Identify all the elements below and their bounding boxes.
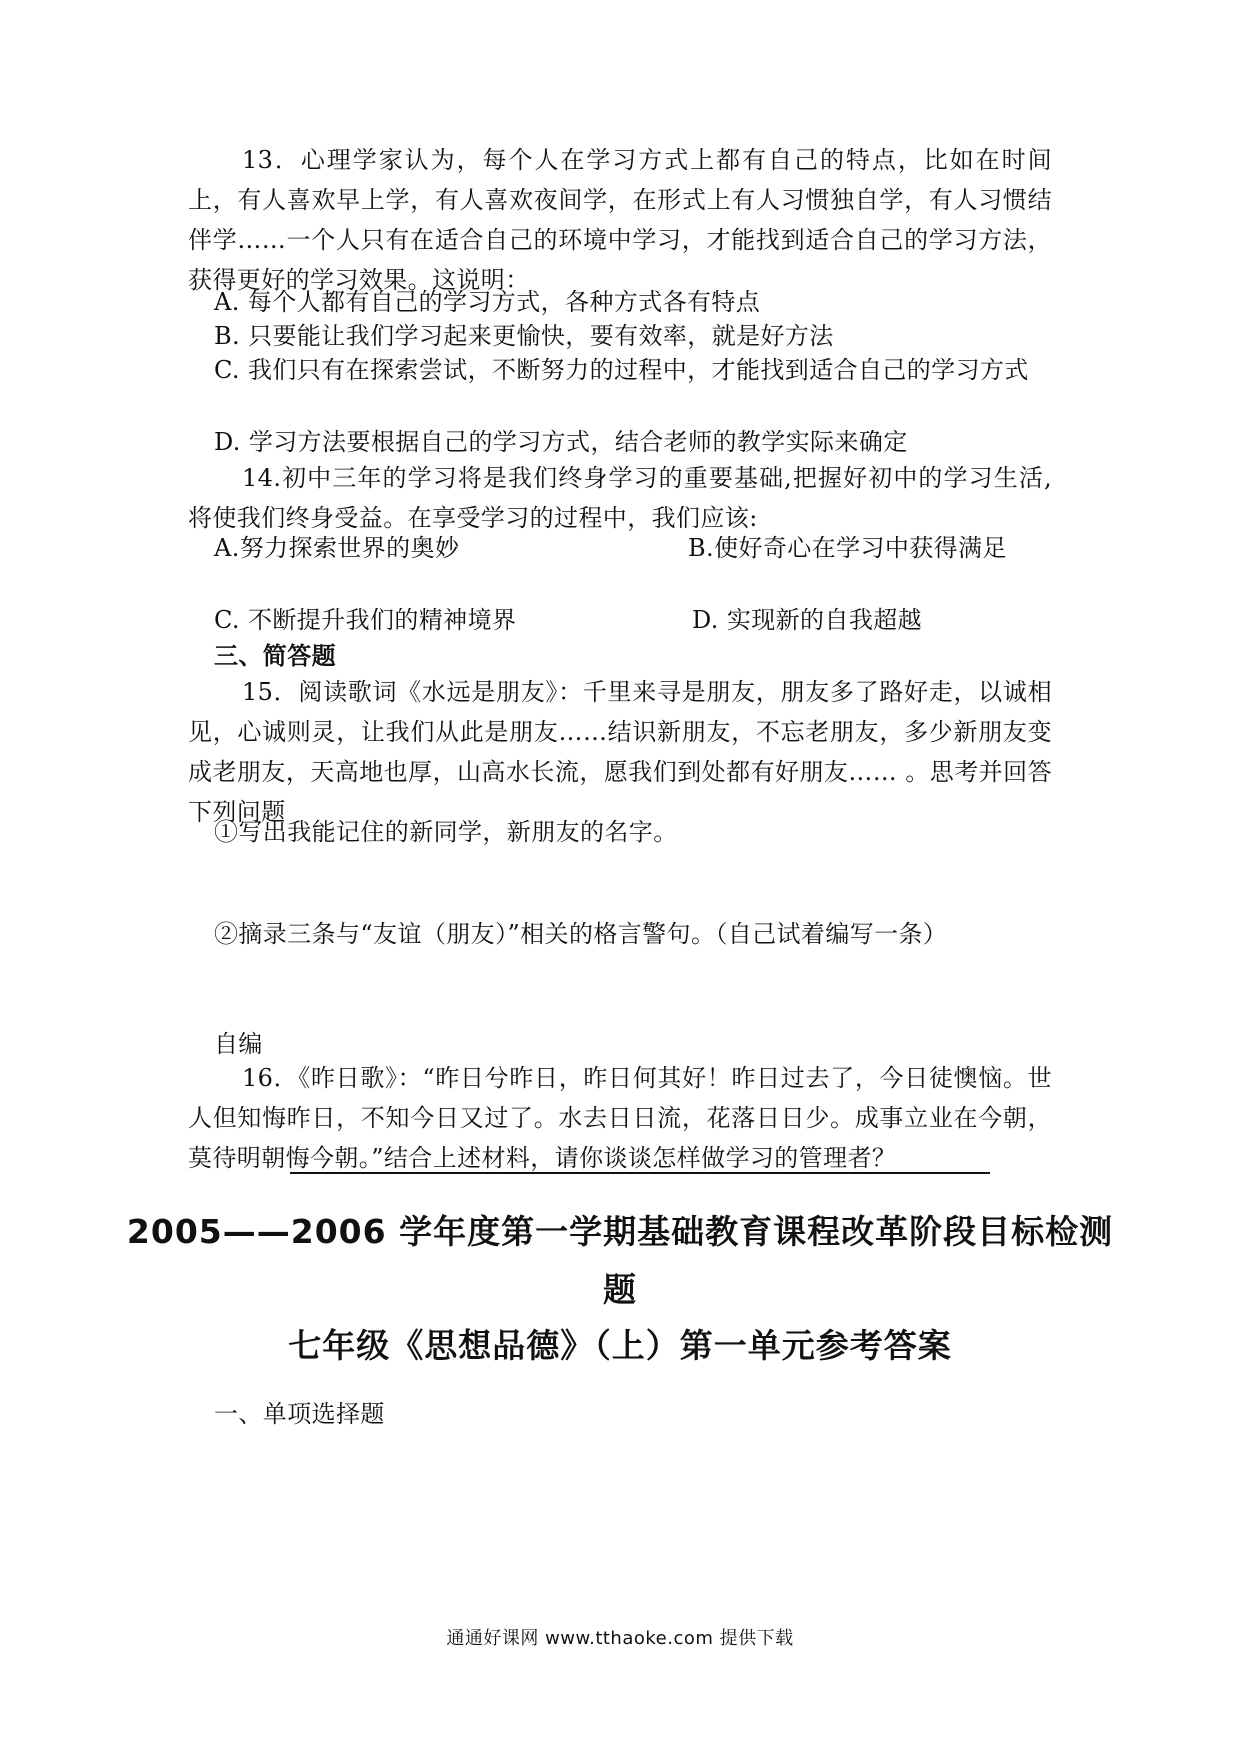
question-13-option-d: D. 学习方法要根据自己的学习方式，结合老师的教学实际来确定 — [214, 428, 908, 456]
question-15-part-2: ②摘录三条与“友谊（朋友）”相关的格言警句。（自己试着编写一条） — [214, 920, 948, 948]
question-13-option-c: C. 我们只有在探索尝试，不断努力的过程中，才能找到适合自己的学习方式 — [214, 356, 1029, 384]
question-14-option-b: B.使好奇心在学习中获得满足 — [688, 534, 1007, 562]
question-13-stem: 13．心理学家认为，每个人在学习方式上都有自己的特点，比如在时间上，有人喜欢早上学，有人喜欢夜间学，在形式上有人习惯独自学，有人习惯结伴学……一个人只有在适合自己的环境中学习，才能找到适合自己的学习方法，获得更好的学习效果。这说明： — [188, 146, 1052, 294]
section-heading-single-choice: 一、单项选择题 — [214, 1400, 385, 1428]
question-15-stem: 15．阅读歌词《水远是朋友》：千里来寻是朋友，朋友多了路好走，以诚相见，心诚则灵，让我们从此是朋友……结识新朋友，不忘老朋友，多少新朋友变成老朋友，天高地也厚，山高水长流，愿我们到处都有好朋友…… 。思考并回答下列问题 — [188, 678, 1052, 826]
question-13-option-b: B. 只要能让我们学习起来更愉快，要有效率，就是好方法 — [214, 322, 834, 350]
question-16-stem: 16．《昨日歌》：“昨日兮昨日，昨日何其好！昨日过去了，今日徒懊恼。世人但知悔昨日，不知今日又过了。水去日日流，花落日日少。成事立业在今朝，莫待明朝悔今朝。”结合上述材料，请你谈谈怎样做学习的管理者？ — [188, 1064, 1052, 1172]
question-14-option-a: A.努力探索世界的奥妙 — [214, 534, 460, 562]
section-heading-short-answer: 三、简答题 — [214, 642, 336, 670]
question-14-option-c: C. 不断提升我们的精神境界 — [214, 606, 517, 634]
answer-key-title-continued: 题 — [603, 1270, 637, 1309]
self-written-label: 自编 — [214, 1030, 263, 1058]
footer-download-note: 通通好课网 www.tthaoke.com 提供下载 — [446, 1628, 794, 1649]
answer-key-subtitle: 七年级《思想品德》（上）第一单元参考答案 — [288, 1326, 952, 1365]
answer-key-title: 2005——2006 学年度第一学期基础教育课程改革阶段目标检测 — [126, 1212, 1114, 1251]
question-13-option-a: A. 每个人都有自己的学习方式，各种方式各有特点 — [214, 288, 761, 316]
question-14-stem: 14.初中三年的学习将是我们终身学习的重要基础,把握好初中的学习生活,将使我们终身受益。在享受学习的过程中，我们应该: — [188, 464, 1052, 532]
question-14-option-d: D. 实现新的自我超越 — [692, 606, 923, 634]
question-15-part-1: ①写出我能记住的新同学，新朋友的名字。 — [214, 818, 678, 846]
